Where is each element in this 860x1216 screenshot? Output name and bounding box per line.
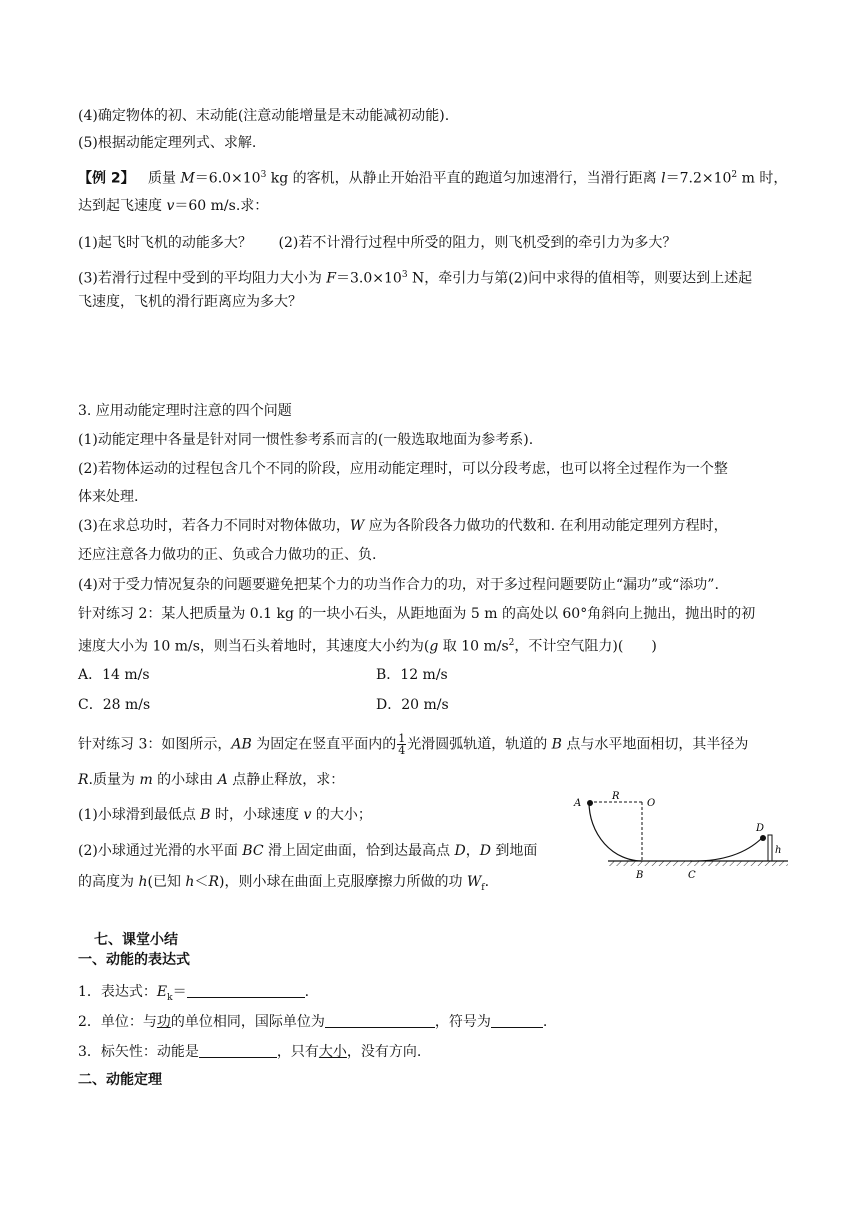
- summary-item-1: 1．表达式：$E_k=$ .: [78, 984, 310, 1003]
- option-b: B．12 m/s: [376, 667, 448, 683]
- quarter-arc-track: [589, 802, 642, 861]
- section-3-point-3: (3)在求总功时，若各力不同时对物体做功，W 应为各阶段各力做功的代数和. 在利用动能定理列方程时，: [78, 518, 728, 534]
- blank-vector-scalar[interactable]: [199, 1043, 277, 1058]
- practice-3-question-2-cont: 的高度为 h(已知 h＜R)，则小球在曲面上克服摩擦力所做的功 $W_f$.: [78, 874, 490, 893]
- quarter-fraction: $\frac{1}{4}$: [398, 732, 406, 757]
- track-diagram: [572, 790, 796, 882]
- example-2-questions-1-2: [78, 233, 676, 253]
- example-2-question-3: (3)若滑行过程中受到的平均阻力大小为 $F=3.0\times 10^3$ N，牵引力与第(2)问中求得的值相等，则要达到上述起: [78, 270, 753, 287]
- practice-3-line-2: R.质量为 m 的小球由 A 点静止释放，求：: [78, 772, 345, 788]
- height-marker: [768, 835, 772, 861]
- practice-3-question-2: (2)小球通过光滑的水平面 BC 滑上固定曲面，恰到达最高点 D，D 到地面: [78, 843, 538, 859]
- step-4: (4)确定物体的初、末动能(注意动能增量是末动能减初动能).: [78, 108, 450, 124]
- practice-3-line-1: 针对练习 3：如图所示，AB 为固定在竖直平面内的 $\frac{1}{4}$ 光滑圆弧轨道，轨道的 B 点与水平地面相切，其半径为: [78, 732, 749, 757]
- summary-item-3: 3．标矢性：动能是 ，只有大小，没有方向.: [78, 1044, 422, 1060]
- ball-at-a: [587, 800, 593, 806]
- ground-hatching: [608, 861, 788, 866]
- summary-heading: 七、课堂小结: [94, 932, 178, 948]
- example-2-question-3-cont: 飞速度，飞机的滑行距离应为多大？: [78, 294, 302, 310]
- section-3-point-4: (4)对于受力情况复杂的问题要避免把某个力的功当作合力的功，对于多过程问题要防止“漏功”或“添功”.: [78, 577, 719, 593]
- label-o: O: [647, 798, 656, 809]
- option-d: D．20 m/s: [376, 697, 449, 713]
- blank-expression[interactable]: [187, 983, 305, 998]
- label-a: A: [574, 798, 582, 809]
- practice-2-line-2: 速度大小为 10 m/s，则当石头着地时，其速度大小约为(g 取 10 $m/s^2$，不计空气阻力)( ): [78, 638, 657, 655]
- option-a: A．14 m/s: [78, 667, 150, 683]
- summary-subheading-1: 一、动能的表达式: [78, 952, 190, 968]
- section-3-point-3-cont: 还应注意各力做功的正、负或合力做功的正、负.: [78, 547, 377, 563]
- section-3-point-2: (2)若物体运动的过程包含几个不同的阶段，应用动能定理时，可以分段考虑，也可以将全过程作为一个整: [78, 461, 728, 477]
- label-r: R: [612, 791, 620, 802]
- blank-unit[interactable]: [325, 1013, 435, 1028]
- summary-subheading-2: 二、动能定理: [78, 1072, 162, 1088]
- label-h: h: [775, 845, 782, 856]
- example-tag: 【例 2】: [78, 170, 135, 187]
- question-2: (2)若不计滑行过程中所受的阻力，则飞机受到的牵引力为多大？: [278, 235, 677, 251]
- option-c: C．28 m/s: [78, 697, 151, 713]
- curved-surface: [690, 838, 762, 861]
- practice-2-line-1: 针对练习 2：某人把质量为 0.1 kg 的一块小石头，从距地面为 5 m 的高处以 60°角斜向上抛出，抛出时的初: [78, 606, 756, 622]
- section-3-point-2-cont: 体来处理.: [78, 489, 139, 505]
- step-5: (5)根据动能定理列式、求解.: [78, 135, 257, 151]
- section-3-point-1: (1)动能定理中各量是针对同一惯性参考系而言的(一般选取地面为参考系).: [78, 432, 534, 448]
- practice-3-question-1: (1)小球滑到最低点 B 时，小球速度 v 的大小；: [78, 807, 372, 823]
- summary-item-2: 2．单位：与功的单位相同，国际单位为 ，符号为 .: [78, 1014, 548, 1030]
- label-d: D: [756, 823, 765, 834]
- example-2-line-2: 达到起飞速度 v＝60 m/s.求：: [78, 198, 269, 214]
- label-b: B: [636, 870, 644, 881]
- blank-symbol[interactable]: [491, 1013, 543, 1028]
- label-c: C: [688, 870, 696, 881]
- section-3-title: 3. 应用动能定理时注意的四个问题: [78, 403, 292, 419]
- example-2-line-1: 【例 2】 质量 $M=6.0\times 10^3$ kg 的客机，从静止开始沿平直的跑道匀加速滑行，当滑行距离 $l=7.2\times 10^2$ m 时，: [78, 170, 788, 187]
- ball-at-d: [760, 835, 766, 841]
- question-1: (1)起飞时飞机的动能多大？: [78, 235, 252, 251]
